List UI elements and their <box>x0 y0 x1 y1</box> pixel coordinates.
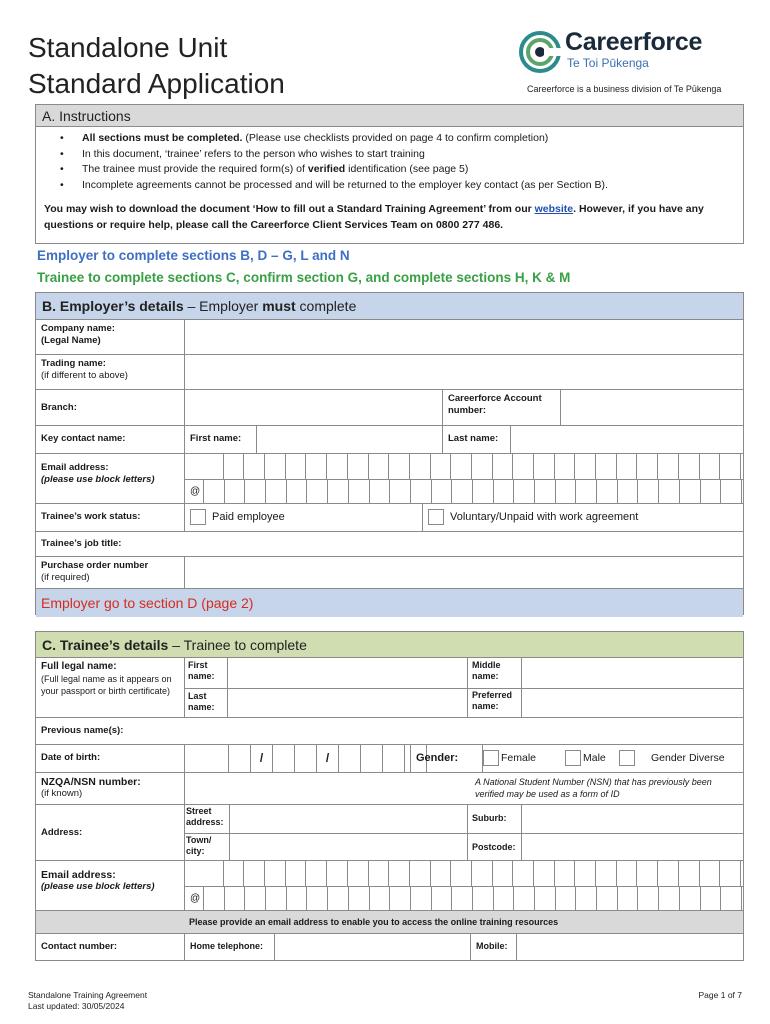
suburb-label: Suburb: <box>467 805 521 833</box>
char-box[interactable] <box>513 454 534 479</box>
trainee-email-row <box>36 861 743 911</box>
footer-updated: Last updated: 30/05/2024 <box>28 1001 125 1011</box>
date-char-box[interactable] <box>207 745 229 772</box>
char-box[interactable] <box>556 479 577 504</box>
char-box[interactable] <box>680 479 701 504</box>
char-box[interactable] <box>638 479 659 504</box>
first-name-label: First name: <box>184 426 256 453</box>
paid-employee-option[interactable]: Paid employee <box>184 504 422 531</box>
last-name-input[interactable] <box>510 426 743 453</box>
middle-name-label: Middle name: <box>467 658 521 688</box>
careerforce-logo <box>518 28 748 74</box>
email-input[interactable] <box>184 454 743 503</box>
char-box[interactable] <box>349 479 370 504</box>
char-box[interactable] <box>555 454 576 479</box>
char-box[interactable] <box>535 886 556 911</box>
char-box[interactable] <box>370 479 391 504</box>
last-name-input[interactable] <box>227 688 467 717</box>
last-name-label: Last name: <box>188 691 215 712</box>
dob-row <box>36 745 743 773</box>
preferred-name-input[interactable] <box>521 688 743 717</box>
trading-input[interactable] <box>184 355 743 389</box>
section-b-employer <box>35 292 744 615</box>
postcode-input[interactable] <box>521 833 743 860</box>
instruction-item: • In this document, ‘trainee’ refers to the person who wishes to start training <box>44 147 735 163</box>
char-box[interactable] <box>576 886 597 911</box>
logo-subtitle: Te Toi Pūkenga <box>567 56 649 70</box>
char-box[interactable] <box>659 479 680 504</box>
char-box[interactable] <box>700 454 721 479</box>
char-box[interactable] <box>452 479 473 504</box>
email-char-boxes <box>203 861 741 886</box>
char-box[interactable] <box>307 479 328 504</box>
last-name-label: Last name: <box>442 426 510 453</box>
char-box[interactable] <box>597 886 618 911</box>
char-box[interactable] <box>721 886 742 911</box>
date-char-box[interactable] <box>361 745 383 772</box>
trainee-note: Trainee to complete sections C, confirm section G, and complete sections H, K & M <box>37 270 571 285</box>
char-box[interactable] <box>204 886 225 911</box>
job-title-input[interactable] <box>184 532 743 556</box>
section-a-instructions <box>35 104 744 244</box>
dob-char-boxes <box>207 745 427 772</box>
instruction-item: • Incomplete agreements cannot be processed and will be returned to the employer key contact (as per Section B). <box>44 178 735 194</box>
char-box[interactable] <box>431 861 452 886</box>
char-box[interactable] <box>472 861 493 886</box>
char-box[interactable] <box>244 454 265 479</box>
company-row <box>36 320 743 355</box>
middle-name-input[interactable] <box>521 658 743 688</box>
char-box[interactable] <box>431 454 452 479</box>
trainee-email-label: Email address: (please use block letters) <box>41 869 155 892</box>
legal-name-fields <box>184 658 743 717</box>
trainee-email-input[interactable] <box>184 861 743 910</box>
char-box[interactable] <box>514 886 535 911</box>
char-box[interactable] <box>535 479 556 504</box>
char-box[interactable] <box>327 454 348 479</box>
help-paragraph: You may wish to download the document ‘How to fill out a Standard Training Agreement’ from our website. However, if you have any questions or require help, please call the Careerforce Client Services Team on 0800 277 486. <box>44 203 704 231</box>
nsn-row <box>36 773 743 805</box>
town-input[interactable] <box>229 833 467 860</box>
char-box[interactable] <box>576 479 597 504</box>
po-input[interactable] <box>184 557 743 588</box>
mobile-label: Mobile: <box>470 934 516 960</box>
nsn-label: NZQA/NSN number: (if known) <box>41 776 141 799</box>
section-c-trainee <box>35 631 744 961</box>
char-box[interactable] <box>679 454 700 479</box>
char-box[interactable] <box>596 454 617 479</box>
logo-name: Careerforce <box>565 28 703 56</box>
first-name-input[interactable] <box>256 426 442 453</box>
diverse-label: Gender Diverse <box>651 752 725 764</box>
char-box[interactable] <box>390 479 411 504</box>
char-box[interactable] <box>494 886 515 911</box>
legal-name-label: Full legal name: (Full legal name as it appears on your passport or birth certificate) <box>41 661 172 696</box>
account-input[interactable] <box>560 390 743 425</box>
key-contact-row <box>36 426 743 454</box>
date-char-box[interactable] <box>295 745 317 772</box>
website-link[interactable]: website <box>534 203 574 215</box>
char-box[interactable] <box>701 886 722 911</box>
char-box[interactable] <box>327 861 348 886</box>
char-box[interactable] <box>680 886 701 911</box>
char-box[interactable] <box>494 479 515 504</box>
work-status-label: Trainee’s work status: <box>41 511 141 522</box>
char-box[interactable] <box>534 861 555 886</box>
char-box[interactable] <box>618 479 639 504</box>
branch-label: Branch: <box>41 402 77 413</box>
contact-row <box>36 934 743 960</box>
nsn-input[interactable] <box>184 773 470 804</box>
email-note: Please provide an email address to enable you to access the online training resources <box>189 917 559 927</box>
first-name-input[interactable] <box>227 658 467 688</box>
at-sign: @ <box>190 486 201 497</box>
char-box[interactable] <box>473 479 494 504</box>
char-box[interactable] <box>700 861 721 886</box>
date-separator: / <box>317 745 339 772</box>
male-checkbox[interactable] <box>565 750 581 766</box>
char-box[interactable] <box>618 886 639 911</box>
email-char-boxes <box>203 454 741 479</box>
title-line-2: Standard Application <box>28 68 285 99</box>
female-label: Female <box>501 752 537 764</box>
char-box[interactable] <box>721 479 742 504</box>
char-box[interactable] <box>432 479 453 504</box>
char-box[interactable] <box>575 861 596 886</box>
section-c-title: C. Trainee’s details – Trainee to complete <box>36 632 743 658</box>
char-box[interactable] <box>348 861 369 886</box>
char-box[interactable] <box>617 861 638 886</box>
char-box[interactable] <box>451 454 472 479</box>
paid-checkbox[interactable] <box>190 509 206 525</box>
job-title-row <box>36 532 743 557</box>
char-box[interactable] <box>658 454 679 479</box>
email-char-boxes <box>203 479 742 504</box>
char-box[interactable] <box>286 454 307 479</box>
char-box[interactable] <box>225 479 246 504</box>
char-box[interactable] <box>452 886 473 911</box>
section-b-title: B. Employer’s details – Employer must complete <box>36 293 743 320</box>
koru-logo-icon <box>518 30 562 74</box>
work-status-row <box>36 504 743 532</box>
po-label: Purchase order number (if required) <box>41 560 149 583</box>
char-box[interactable] <box>389 454 410 479</box>
email-label: Email address: (please use block letters) <box>41 462 155 485</box>
char-box[interactable] <box>307 886 328 911</box>
section-a-title: A. Instructions <box>36 105 743 127</box>
previous-name-label: Previous name(s): <box>41 725 124 736</box>
female-checkbox[interactable] <box>483 750 499 766</box>
char-box[interactable] <box>513 861 534 886</box>
char-box[interactable] <box>370 886 391 911</box>
char-box[interactable] <box>596 861 617 886</box>
char-box[interactable] <box>369 861 390 886</box>
date-char-box[interactable] <box>383 745 405 772</box>
branch-row <box>36 390 743 426</box>
char-box[interactable] <box>701 479 722 504</box>
voluntary-option[interactable]: Voluntary/Unpaid with work agreement <box>422 504 743 531</box>
char-box[interactable] <box>203 454 224 479</box>
at-sign: @ <box>190 893 201 904</box>
char-box[interactable] <box>555 861 576 886</box>
char-box[interactable] <box>472 454 493 479</box>
voluntary-checkbox[interactable] <box>428 509 444 525</box>
char-box[interactable] <box>575 454 596 479</box>
dob-label: Date of birth: <box>41 752 101 763</box>
street-label: Street address: <box>186 806 224 827</box>
char-box[interactable] <box>266 479 287 504</box>
street-input[interactable] <box>229 805 467 833</box>
char-box[interactable] <box>659 886 680 911</box>
char-box[interactable] <box>349 886 370 911</box>
nsn-note: A National Student Number (NSN) that has previously been verified may be used as a form of ID <box>475 777 712 799</box>
char-box[interactable] <box>679 861 700 886</box>
date-char-box[interactable] <box>229 745 251 772</box>
char-box[interactable] <box>720 861 741 886</box>
home-phone-input[interactable] <box>274 934 470 960</box>
company-input[interactable] <box>184 320 743 354</box>
char-box[interactable] <box>473 886 494 911</box>
mobile-input[interactable] <box>516 934 743 960</box>
char-box[interactable] <box>637 454 658 479</box>
po-row <box>36 557 743 589</box>
home-phone-label: Home telephone: <box>184 934 274 960</box>
instructions-body <box>36 127 743 237</box>
char-box[interactable] <box>286 861 307 886</box>
previous-name-row <box>36 718 743 745</box>
division-note: Careerforce is a business division of Te Pūkenga <box>527 84 722 94</box>
gender-label: Gender: <box>410 745 482 772</box>
date-separator: / <box>251 745 273 772</box>
char-box[interactable] <box>411 479 432 504</box>
account-label: Careerforce Account number: <box>442 390 560 425</box>
contact-label: Contact number: <box>41 941 117 952</box>
char-box[interactable] <box>265 861 286 886</box>
char-box[interactable] <box>493 861 514 886</box>
email-row <box>36 454 743 504</box>
suburb-input[interactable] <box>521 805 743 833</box>
char-box[interactable] <box>411 886 432 911</box>
char-box[interactable] <box>265 454 286 479</box>
char-box[interactable] <box>658 861 679 886</box>
char-box[interactable] <box>224 861 245 886</box>
footer-doc-title: Standalone Training Agreement <box>28 990 148 1000</box>
char-box[interactable] <box>244 861 265 886</box>
char-box[interactable] <box>225 886 246 911</box>
preferred-name-label: Preferred name: <box>467 688 521 717</box>
char-box[interactable] <box>389 861 410 886</box>
char-box[interactable] <box>328 886 349 911</box>
char-box[interactable] <box>224 454 245 479</box>
char-box[interactable] <box>348 454 369 479</box>
char-box[interactable] <box>203 861 224 886</box>
trading-label: Trading name: (if different to above) <box>41 358 128 381</box>
char-box[interactable] <box>637 861 658 886</box>
char-box[interactable] <box>432 886 453 911</box>
branch-input[interactable] <box>184 390 442 425</box>
char-box[interactable] <box>493 454 514 479</box>
email-note-row <box>36 911 743 934</box>
gender-options <box>482 745 743 772</box>
char-box[interactable] <box>556 886 577 911</box>
date-char-box[interactable] <box>339 745 361 772</box>
postcode-label: Postcode: <box>467 833 521 860</box>
goto-row <box>36 589 743 617</box>
legal-name-row <box>36 658 743 718</box>
dob-input[interactable] <box>184 745 410 772</box>
address-row <box>36 805 743 861</box>
email-char-boxes <box>203 886 742 911</box>
previous-name-input[interactable] <box>184 718 743 744</box>
char-box[interactable] <box>266 886 287 911</box>
char-box[interactable] <box>390 886 411 911</box>
goto-section-d: Employer go to section D (page 2) <box>41 595 254 611</box>
char-box[interactable] <box>306 454 327 479</box>
job-title-label: Trainee’s job title: <box>41 538 122 549</box>
company-label: Company name: (Legal Name) <box>41 323 115 346</box>
date-char-box[interactable] <box>273 745 295 772</box>
title-line-1: Standalone Unit <box>28 32 228 63</box>
char-box[interactable] <box>451 861 472 886</box>
employer-note: Employer to complete sections B, D – G, L and N <box>37 248 350 263</box>
address-label: Address: <box>41 827 83 838</box>
key-contact-label: Key contact name: <box>41 433 126 444</box>
male-label: Male <box>583 752 606 764</box>
footer-left <box>28 990 147 1012</box>
instruction-item: • All sections must be completed. (Please use checklists provided on page 4 to confirm completion) <box>44 131 735 147</box>
trading-row <box>36 355 743 390</box>
diverse-checkbox[interactable] <box>619 750 635 766</box>
char-box[interactable] <box>638 886 659 911</box>
address-fields <box>184 805 743 860</box>
char-box[interactable] <box>410 454 431 479</box>
char-box[interactable] <box>306 861 327 886</box>
char-box[interactable] <box>245 886 266 911</box>
first-name-label: First name: <box>188 660 215 681</box>
char-box[interactable] <box>204 479 225 504</box>
instruction-item: • The trainee must provide the required form(s) of verified identification (see page 5) <box>44 162 735 178</box>
town-label: Town/ city: <box>186 835 212 856</box>
char-box[interactable] <box>369 454 390 479</box>
char-box[interactable] <box>597 479 618 504</box>
char-box[interactable] <box>328 479 349 504</box>
page-title <box>28 30 285 102</box>
char-box[interactable] <box>287 886 308 911</box>
char-box[interactable] <box>245 479 266 504</box>
char-box[interactable] <box>720 454 741 479</box>
page-number: Page 1 of 7 <box>698 990 742 1000</box>
char-box[interactable] <box>534 454 555 479</box>
char-box[interactable] <box>514 479 535 504</box>
char-box[interactable] <box>287 479 308 504</box>
char-box[interactable] <box>410 861 431 886</box>
char-box[interactable] <box>617 454 638 479</box>
